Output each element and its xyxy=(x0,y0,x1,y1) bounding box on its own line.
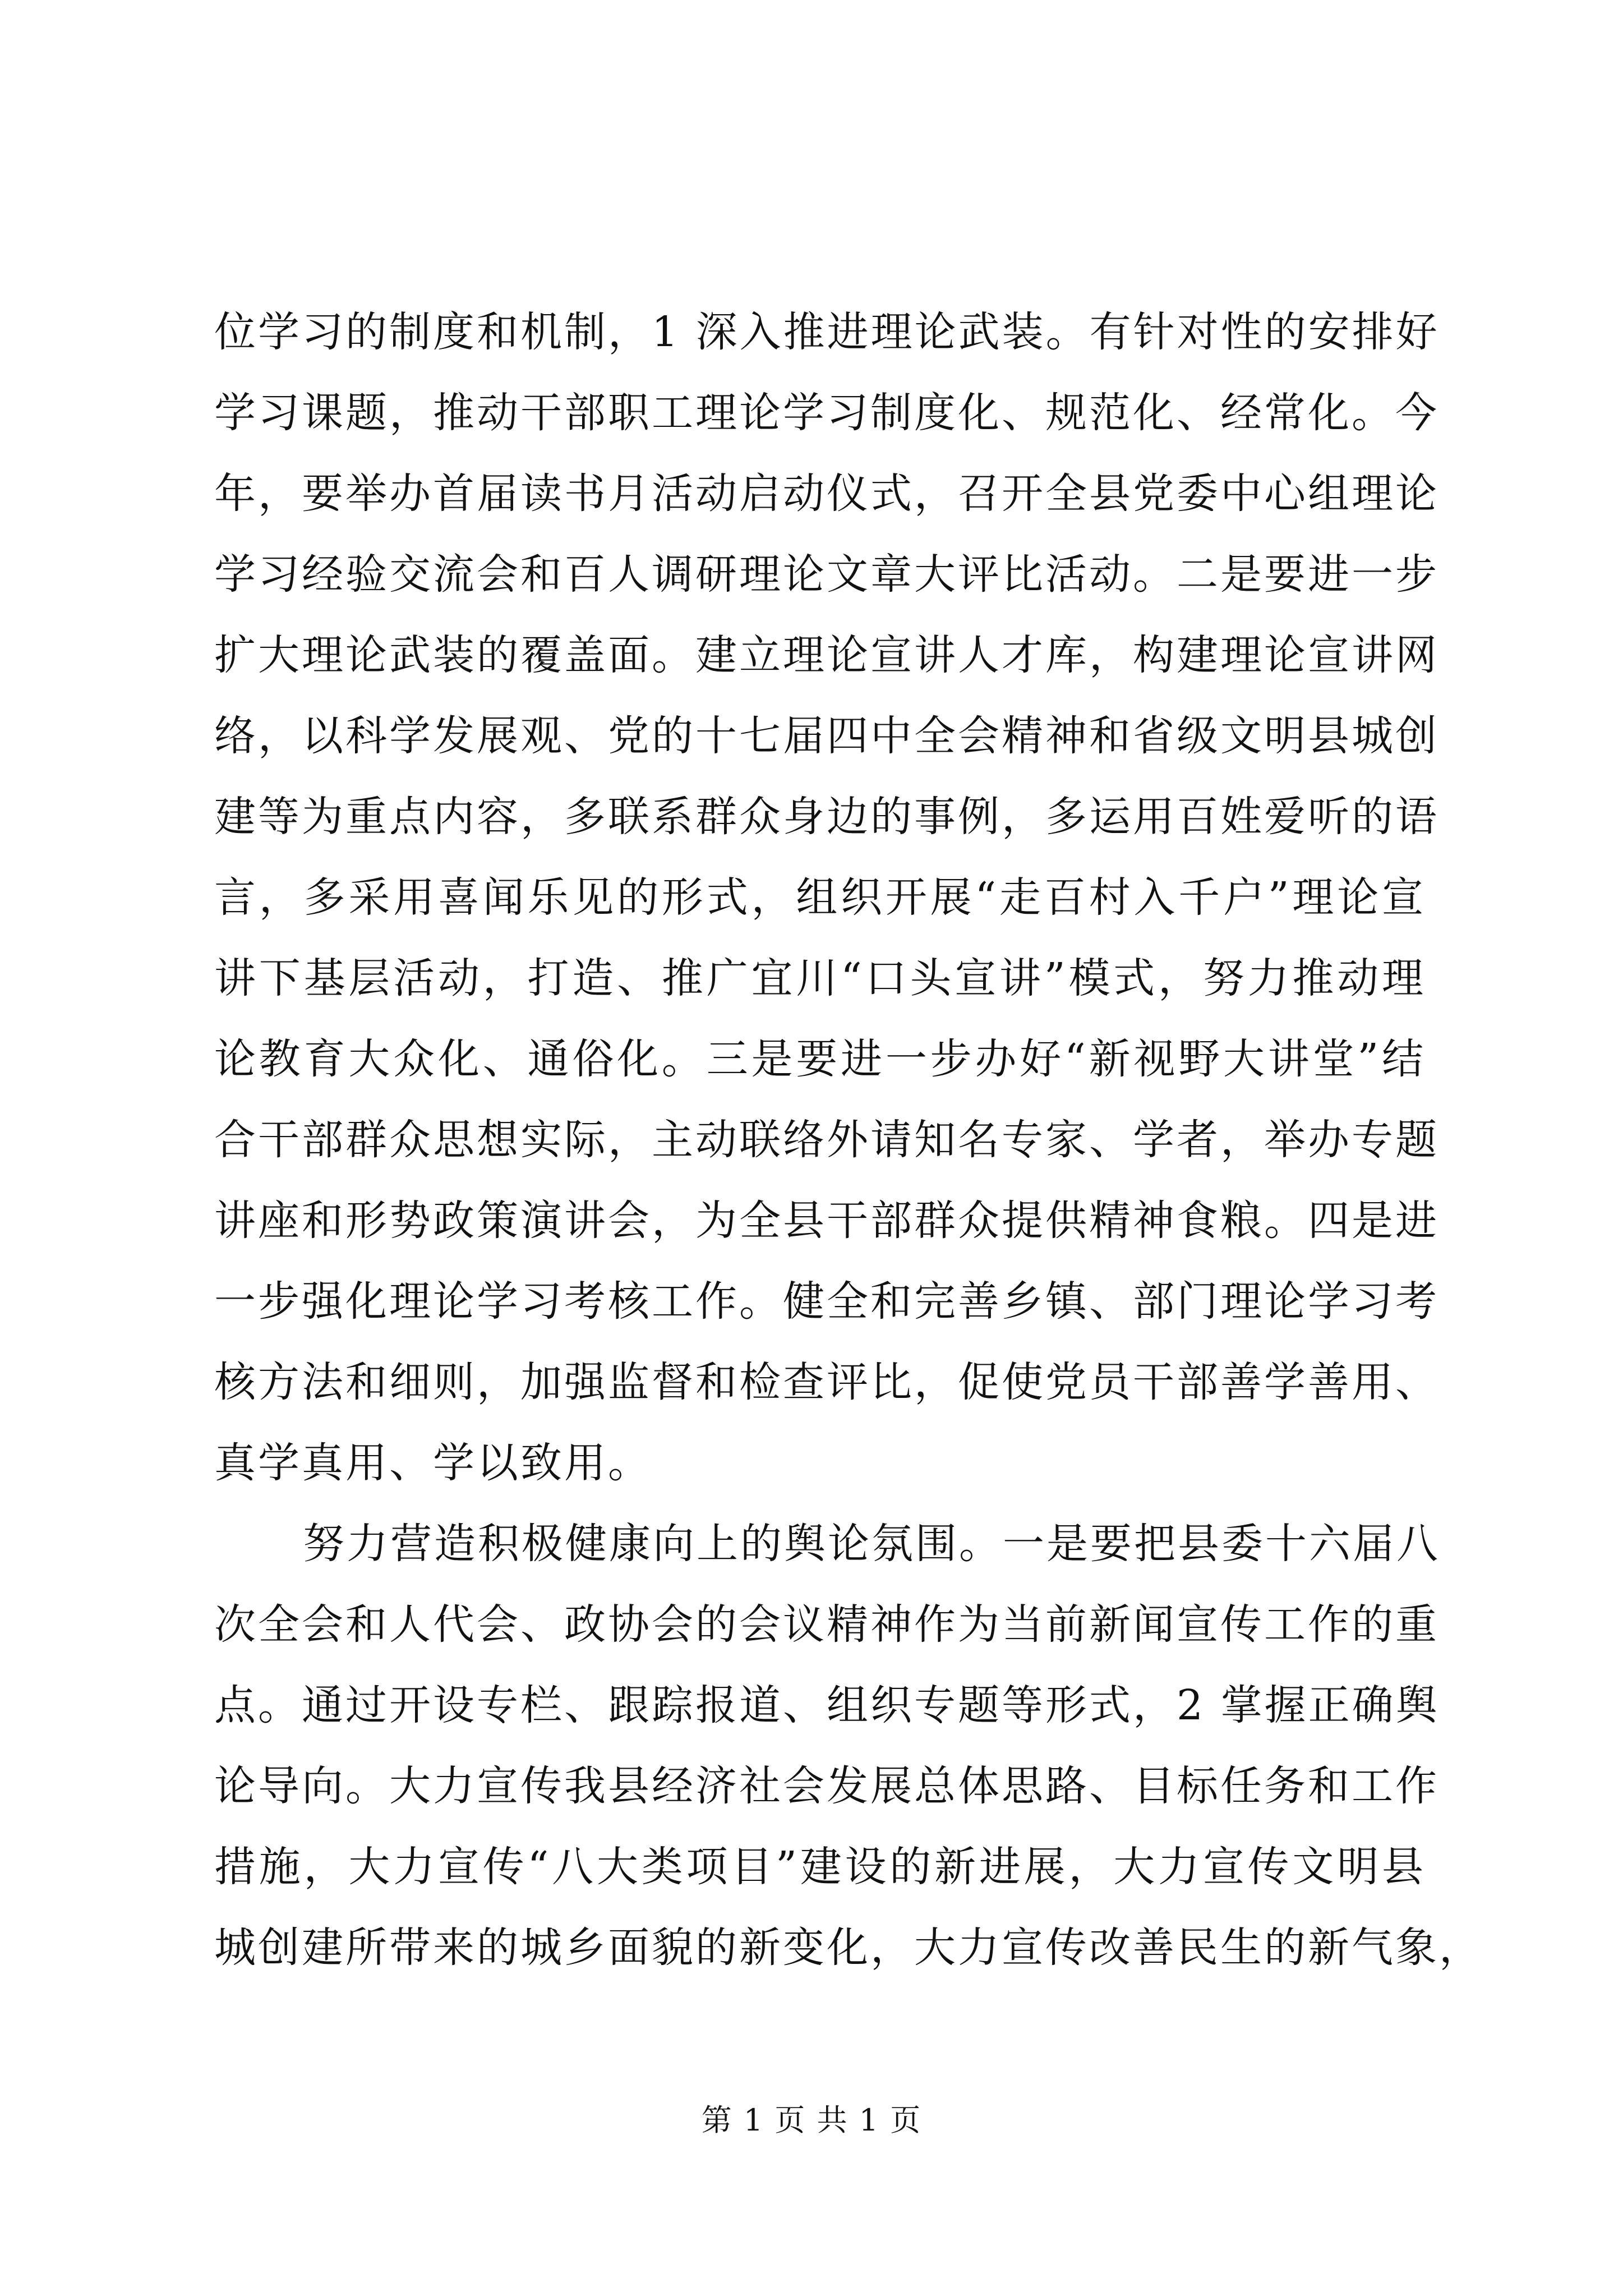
text-line: 次全会和人代会、政协会的会议精神作为当前新闻宣传工作的重 xyxy=(214,1600,1439,1649)
paragraph-2 xyxy=(214,1503,1483,1988)
text-line: 论导向。大力宣传我县经济社会发展总体思路、目标任务和工作 xyxy=(214,1762,1439,1810)
document-body xyxy=(214,292,1483,1988)
text-line: 扩大理论武装的覆盖面。建立理论宣讲人才库，构建理论宣讲网 xyxy=(214,631,1439,679)
text-line: 讲下基层活动，打造、推广宜川“口头宣讲”模式，努力推动理 xyxy=(214,954,1426,1002)
text-line: 讲座和形势政策演讲会，为全县干部群众提供精神食粮。四是进 xyxy=(214,1197,1439,1245)
text-line: 措施，大力宣传“八大类项目”建设的新进展，大力宣传文明县 xyxy=(214,1843,1426,1891)
text-line: 点。通过开设专栏、跟踪报道、组织专题等形式，2 掌握正确舆 xyxy=(214,1681,1440,1729)
text-line: 真学真用、学以致用。 xyxy=(214,1439,652,1487)
paragraph-1 xyxy=(214,292,1440,1503)
text-line: 合干部群众思想实际，主动联络外请知名专家、学者，举办专题 xyxy=(214,1116,1439,1164)
text-line: 核方法和细则，加强监督和检查评比，促使党员干部善学善用、 xyxy=(214,1358,1439,1406)
page-number-footer: 第 1 页 共 1 页 xyxy=(701,2102,922,2138)
text-line: 一步强化理论学习考核工作。健全和完善乡镇、部门理论学习考 xyxy=(214,1277,1439,1326)
text-line: 学习经验交流会和百人调研理论文章大评比活动。二是要进一步 xyxy=(214,550,1439,599)
text-line: 建等为重点内容，多联系群众身边的事例，多运用百姓爱听的语 xyxy=(214,793,1439,841)
text-line: 学习课题，推动干部职工理论学习制度化、规范化、经常化。今 xyxy=(214,389,1439,437)
text-line: 络，以科学发展观、党的十七届四中全会精神和省级文明县城创 xyxy=(214,712,1439,760)
text-line: 言，多采用喜闻乐见的形式，组织开展“走百村入千户”理论宣 xyxy=(214,873,1426,922)
text-line: 论教育大众化、通俗化。三是要进一步办好“新视野大讲堂”结 xyxy=(214,1035,1426,1083)
text-line: 城创建所带来的城乡面貌的新变化，大力宣传改善民生的新气象， xyxy=(214,1924,1483,1972)
text-line: 努力营造积极健康向上的舆论氛围。一是要把县委十六届八 xyxy=(303,1520,1440,1568)
text-line: 位学习的制度和机制，1 深入推进理论武装。有针对性的安排好 xyxy=(214,308,1440,356)
text-line: 年，要举办首届读书月活动启动仪式，召开全县党委中心组理论 xyxy=(214,470,1439,518)
